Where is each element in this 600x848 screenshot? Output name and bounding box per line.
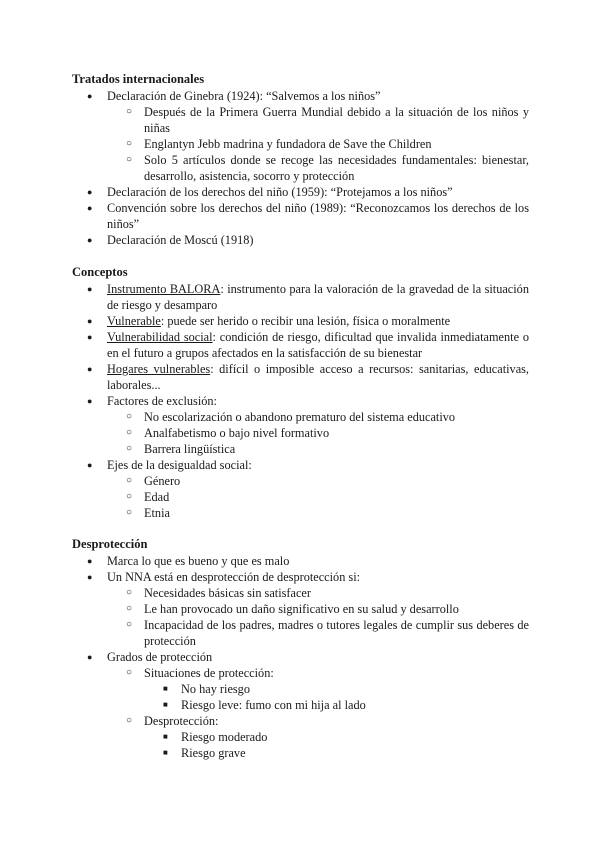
circle-bullet-icon: ○ — [126, 411, 133, 422]
term-vulnerable: Vulnerable — [107, 314, 161, 328]
list-item: ○ Etnia — [126, 506, 170, 520]
list-item: ■ Riesgo leve: fumo con mi hija al lado — [163, 698, 366, 712]
bullet-icon: ● — [87, 91, 93, 101]
circle-bullet-icon: ○ — [126, 138, 133, 149]
list-item: ○ Necesidades básicas sin satisfacer — [126, 586, 311, 600]
list-item: ● Grados de protección — [87, 650, 213, 664]
list-item: ○ Después de la Primera Guerra Mundial debido a la situación de los niños y niñas — [126, 105, 529, 135]
circle-bullet-icon: ○ — [126, 507, 133, 518]
list-item: ● Marca lo que es bueno y que es malo — [87, 554, 290, 568]
list-item: ○ Solo 5 artículos donde se recoge las necesidades fundamentales: bienestar, desarrollo, asistencia, socorro y protección — [126, 153, 529, 183]
square-bullet-icon: ■ — [163, 684, 168, 693]
list-item: ■ Riesgo moderado — [163, 730, 268, 744]
list-item: ○ Incapacidad de los padres, madres o tutores legales de cumplir sus deberes de protección — [126, 618, 529, 648]
bullet-icon: ● — [87, 460, 93, 470]
list-item: ● Convención sobre los derechos del niño (1989): “Reconozcamos los derechos de los niños” — [87, 201, 529, 231]
circle-bullet-icon: ○ — [126, 427, 133, 438]
list-item: ● Declaración de los derechos del niño (1959): “Protejamos a los niños” — [87, 185, 453, 199]
square-bullet-icon: ■ — [163, 732, 168, 741]
circle-bullet-icon: ○ — [126, 154, 133, 165]
bullet-icon: ● — [87, 316, 93, 326]
section-title-conceptos: Conceptos — [72, 265, 128, 279]
bullet-icon: ● — [87, 187, 93, 197]
bullet-icon: ● — [87, 235, 93, 245]
circle-bullet-icon: ○ — [126, 667, 133, 678]
circle-bullet-icon: ○ — [126, 619, 133, 630]
list-item: ○ Género — [126, 474, 181, 488]
circle-bullet-icon: ○ — [126, 475, 133, 486]
square-bullet-icon: ■ — [163, 748, 168, 757]
bullet-icon: ● — [87, 652, 93, 662]
list-item: ● Declaración de Moscú (1918) — [87, 233, 254, 247]
list-item: ○ Desprotección: — [126, 714, 219, 728]
list-item: ● Declaración de Ginebra (1924): “Salvemos a los niños” — [87, 89, 381, 103]
bullet-icon: ● — [87, 203, 93, 213]
bullet-icon: ● — [87, 332, 93, 342]
bullet-icon: ● — [87, 364, 93, 374]
square-bullet-icon: ■ — [163, 700, 168, 709]
list-item: ○ Barrera lingüística — [126, 442, 236, 456]
list-item: ● Hogares vulnerables: difícil o imposible acceso a recursos: sanitarias, educativas, laborales... — [87, 362, 530, 392]
list-item: ● Instrumento BALORA: instrumento para la valoración de la gravedad de la situación de riesgo y desamparo — [87, 282, 529, 312]
circle-bullet-icon: ○ — [126, 603, 133, 614]
bullet-icon: ● — [87, 396, 93, 406]
list-item: ○ Analfabetismo o bajo nivel formativo — [126, 426, 330, 440]
circle-bullet-icon: ○ — [126, 443, 133, 454]
list-item: ● Ejes de la desigualdad social: — [87, 458, 252, 472]
term-balora: Instrumento BALORA — [107, 282, 221, 296]
term-vulnerabilidad-social: Vulnerabilidad social — [107, 330, 213, 344]
bullet-icon: ● — [87, 572, 93, 582]
bullet-icon: ● — [87, 284, 93, 294]
section-title-desproteccion: Desprotección — [72, 537, 148, 551]
circle-bullet-icon: ○ — [126, 715, 133, 726]
section-title-tratados: Tratados internacionales — [72, 72, 205, 86]
circle-bullet-icon: ○ — [126, 106, 133, 117]
circle-bullet-icon: ○ — [126, 587, 133, 598]
term-hogares-vulnerables: Hogares vulnerables — [107, 362, 211, 376]
list-item: ● Vulnerabilidad social: condición de riesgo, dificultad que invalida inmediatamente o en el futuro a grupos afectados en la satisfacción de su bienestar — [87, 330, 530, 360]
list-item: ○ Edad — [126, 490, 170, 504]
circle-bullet-icon: ○ — [126, 491, 133, 502]
list-item: ● Un NNA está en desprotección de desprotección si: — [87, 570, 361, 584]
list-item: ○ Situaciones de protección: — [126, 666, 274, 680]
bullet-icon: ● — [87, 556, 93, 566]
list-item: ○ No escolarización o abandono prematuro del sistema educativo — [126, 410, 456, 424]
list-item: ○ Englantyn Jebb madrina y fundadora de Save the Children — [126, 137, 432, 151]
list-item: ● Vulnerable: puede ser herido o recibir una lesión, física o moralmente — [87, 314, 451, 328]
list-item: ● Factores de exclusión: — [87, 394, 217, 408]
list-item: ○ Le han provocado un daño significativo en su salud y desarrollo — [126, 602, 459, 616]
list-item: ■ Riesgo grave — [163, 746, 246, 760]
list-item: ■ No hay riesgo — [163, 682, 250, 696]
